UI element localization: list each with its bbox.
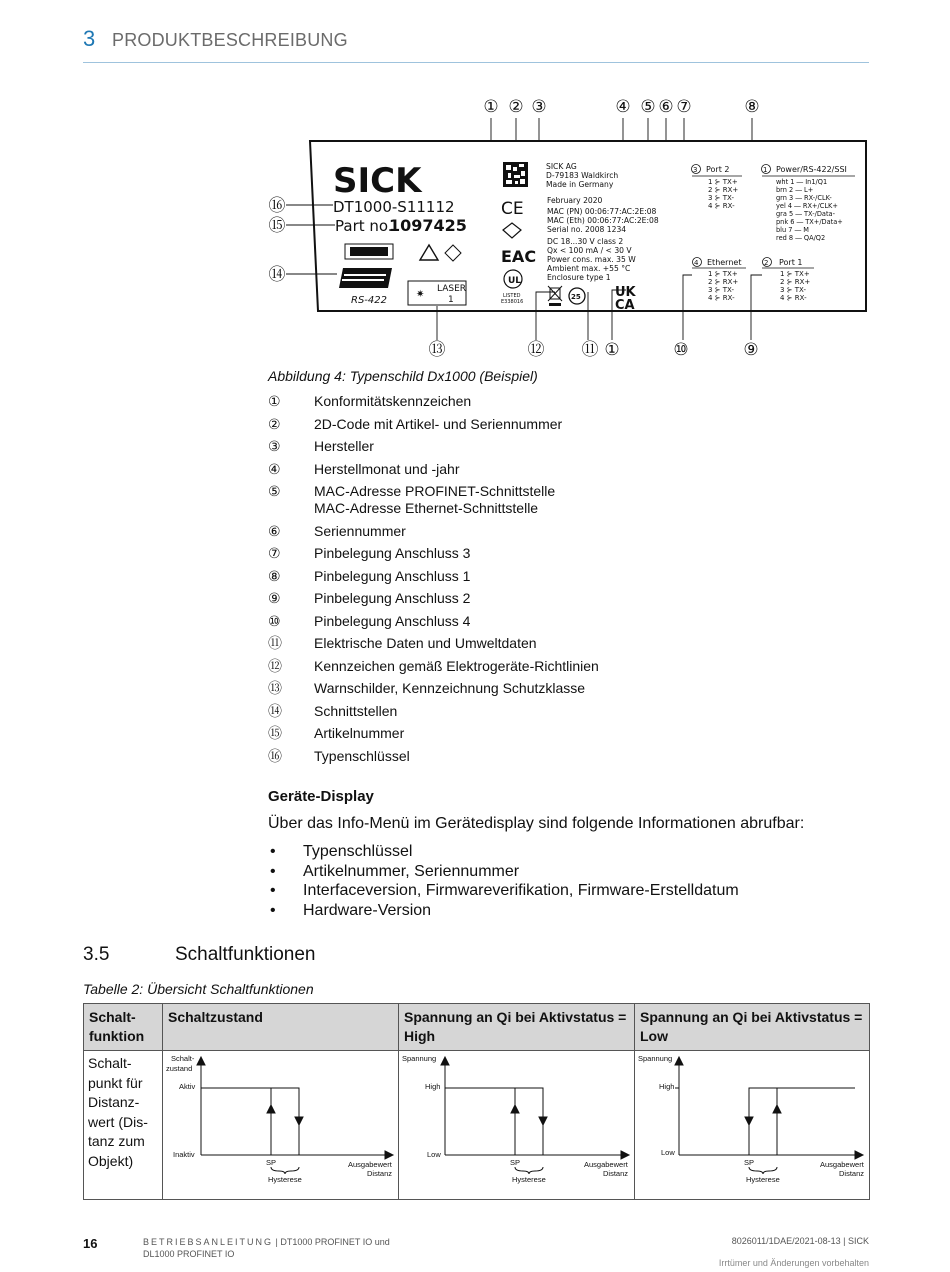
callout-top-8: ⑧ xyxy=(744,97,760,117)
diagram-1-xlabel-2: Distanz xyxy=(367,1169,393,1178)
legend-num: ⑬ xyxy=(268,680,282,696)
list-item: • Typenschlüssel xyxy=(268,842,739,862)
port2-pin-2: 2 ⊱ RX+ xyxy=(708,186,739,194)
ethernet-pin-1: 1 ⊱ TX+ xyxy=(708,270,738,278)
diagram-1-low-label: Inaktiv xyxy=(173,1150,195,1159)
legend-num: ③ xyxy=(268,438,281,454)
legend-num: ⑪ xyxy=(268,635,282,651)
callout-bottom-9: ⑨ xyxy=(743,340,759,360)
diagram-1-high-label: Aktiv xyxy=(179,1082,196,1091)
diagram-2-high-label: High xyxy=(425,1082,441,1091)
callout-top-2: ② xyxy=(508,97,524,117)
power-pin-4: yel 4 ― RX+/CLK+ xyxy=(776,202,838,210)
legend-item xyxy=(268,635,868,652)
legend-item xyxy=(268,393,868,410)
eac-mark-icon: EAC xyxy=(501,247,537,266)
legend-text-2: MAC-Adresse Ethernet-Schnittstelle xyxy=(314,500,539,516)
profinet-logo xyxy=(345,244,393,259)
switching-functions-table xyxy=(83,1003,870,1200)
port1-number: 2 xyxy=(764,259,769,267)
legend-text: Artikelnummer xyxy=(314,725,405,741)
ce-mark-icon: CE xyxy=(501,199,524,219)
legend-item xyxy=(268,613,868,630)
legend-text: Typenschlüssel xyxy=(314,747,410,764)
figure-caption: Abbildung 4: Typenschild Dx1000 (Beispiel) xyxy=(268,368,538,384)
legend-num: ⑯ xyxy=(268,747,282,764)
diagram-3-sp: SP xyxy=(744,1158,755,1167)
legend-text: Hersteller xyxy=(314,438,374,454)
callout-left-16: ⑯ xyxy=(268,196,286,216)
port2-pin-4: 4 ⊱ RX- xyxy=(708,202,735,210)
manufacturer-line-2: D-79183 Waldkirch xyxy=(546,171,619,180)
legend-num: ⑤ xyxy=(268,483,281,499)
legend-num: ⑩ xyxy=(268,612,281,629)
header-switch-function: Schalt-funktion xyxy=(84,1004,163,1051)
legend-num: ⑫ xyxy=(268,657,282,674)
figure-legend xyxy=(268,393,868,770)
diagram-1-sp: SP xyxy=(266,1158,277,1167)
list-item: • Hardware-Version xyxy=(268,901,739,921)
legend-item xyxy=(268,523,868,540)
laser-label: LASER xyxy=(437,284,467,294)
callout-top-1: ① xyxy=(483,97,499,117)
port1-pin-3: 3 ⊱ TX- xyxy=(780,286,807,294)
port2-pin-1: 1 ⊱ TX+ xyxy=(708,178,738,186)
diagram-active-low-cell xyxy=(635,1051,870,1200)
legend-item xyxy=(268,590,868,607)
legend-item xyxy=(268,483,868,517)
ukca-mark-line-2: CA xyxy=(615,298,635,313)
legend-text: Konformitätskennzeichen xyxy=(314,393,472,409)
table-row xyxy=(84,1051,870,1200)
diagram-active-high-cell xyxy=(399,1051,635,1200)
legend-text: Warnschilder, Kennzeichnung Schutzklasse xyxy=(314,680,586,696)
diagram-3-xlabel-1: Ausgabewert xyxy=(820,1160,864,1169)
callout-top-3: ③ xyxy=(531,97,547,117)
electrical-line-4: Ambient max. +55 °C xyxy=(547,264,631,273)
type-code: DT1000-S11112 xyxy=(333,198,455,216)
power-pin-2: brn 2 ― L+ xyxy=(776,186,814,194)
legend-num: ⑦ xyxy=(268,545,281,561)
callout-bottom-11: ⑪ xyxy=(581,340,599,360)
diagram-1-ylabel-2: zustand xyxy=(166,1064,193,1073)
ukca-mark-line-1: UK xyxy=(615,285,636,300)
footer-doc-title-2: DL1000 PROFINET IO xyxy=(143,1249,235,1259)
active-low-diagram xyxy=(635,1051,869,1193)
port1-pin-4: 4 ⊱ RX- xyxy=(780,294,807,302)
legend-num: ④ xyxy=(268,460,281,477)
legend-text: 2D-Code mit Artikel- und Seriennummer xyxy=(314,415,563,432)
weee-bin-icon xyxy=(548,286,562,301)
geraete-display-text: Über das Info-Menü im Gerätedisplay sind folgende Informationen abrufbar: xyxy=(268,815,805,832)
svg-text:25: 25 xyxy=(571,293,581,301)
chapter-number: 3 xyxy=(83,26,96,51)
ethernet-pin-2: 2 ⊱ RX+ xyxy=(708,278,739,286)
power-pin-8: red 8 ― QA/Q2 xyxy=(776,234,826,242)
ethernet-title: Ethernet xyxy=(707,258,742,267)
callout-bottom-12: ⑫ xyxy=(527,340,545,360)
legend-text: Kennzeichen gemäß Elektrogeräte-Richtlinien xyxy=(314,657,599,674)
ul-listed: LISTED xyxy=(503,293,521,299)
sick-logo: SICK xyxy=(333,161,422,201)
active-high-diagram xyxy=(399,1051,634,1193)
legend-text: Herstellmonat und -jahr xyxy=(314,460,460,477)
port1-pin-2: 2 ⊱ RX+ xyxy=(780,278,811,286)
mac-ethernet: MAC (Eth) 00:06:77:AC:2E:08 xyxy=(547,216,659,225)
diagram-3-xlabel-2: Distanz xyxy=(839,1169,865,1178)
callout-top-6: ⑥ xyxy=(658,97,674,117)
power-pin-3: grn 3 ― RX-/CLK- xyxy=(776,194,832,202)
legend-text: Elektrische Daten und Umweltdaten xyxy=(314,635,537,651)
diagram-2-sp: SP xyxy=(510,1158,521,1167)
ethernet-pin-3: 3 ⊱ TX- xyxy=(708,286,735,294)
list-item: • Artikelnummer, Seriennummer xyxy=(268,862,739,882)
table-caption: Tabelle 2: Übersicht Schaltfunktionen xyxy=(83,981,314,997)
diagram-2-hysteresis: Hysterese xyxy=(512,1175,546,1184)
part-prefix: Part no. xyxy=(335,217,393,235)
legend-num: ⑨ xyxy=(268,590,281,606)
info-list xyxy=(268,842,739,920)
legend-item xyxy=(268,568,868,585)
callout-top-5: ⑤ xyxy=(640,97,656,117)
legend-text: Pinbelegung Anschluss 2 xyxy=(314,590,471,606)
diagram-2-curve xyxy=(441,1057,629,1174)
diagram-3-curve xyxy=(675,1057,863,1174)
diagram-2-low-label: Low xyxy=(427,1150,441,1159)
diagram-1-xlabel-1: Ausgabewert xyxy=(348,1160,392,1169)
callout-bottom-13: ⑬ xyxy=(428,340,446,360)
rs422-label: RS-422 xyxy=(351,295,387,306)
ethernet-pin-4: 4 ⊱ RX- xyxy=(708,294,735,302)
footer-note: Irrtümer und Änderungen vorbehalten xyxy=(718,1258,869,1268)
legend-item xyxy=(268,416,868,433)
port2-pin-3: 3 ⊱ TX- xyxy=(708,194,735,202)
chapter-title: PRODUKTBESCHREIBUNG xyxy=(112,30,348,50)
diagram-1-curve xyxy=(197,1057,393,1174)
ul-number: E338016 xyxy=(501,299,524,305)
power-pin-1: wht 1 ― In1/Q1 xyxy=(776,178,828,186)
legend-num: ② xyxy=(268,415,281,432)
footer-doc-id: 8026011/1DAE/2021-08-13 | SICK xyxy=(731,1236,869,1246)
diagram-switch-state-cell xyxy=(163,1051,399,1200)
section-number: 3.5 xyxy=(83,944,110,965)
legend-text: Pinbelegung Anschluss 4 xyxy=(314,612,471,629)
diagram-2-ylabel: Spannung xyxy=(402,1054,437,1063)
diagram-2-xlabel-1: Ausgabewert xyxy=(584,1160,628,1169)
callout-bottom-10: ⑩ xyxy=(673,340,689,360)
power-pin-7: blu 7 ― M xyxy=(776,226,809,234)
legend-item xyxy=(268,748,868,765)
callout-left-15: ⑮ xyxy=(268,216,286,236)
port2-number: 3 xyxy=(693,166,698,174)
legend-num: ⑭ xyxy=(268,702,282,719)
port1-title: Port 1 xyxy=(779,258,803,267)
diagram-3-ylabel: Spannung xyxy=(638,1054,673,1063)
manufacturer-line-1: SICK AG xyxy=(546,162,577,171)
diagram-3-low-label: Low xyxy=(661,1148,675,1157)
legend-text: Schnittstellen xyxy=(314,702,398,719)
legend-text: Seriennummer xyxy=(314,522,406,539)
manufacturer-line-3: Made in Germany xyxy=(546,180,614,189)
footer-doc-type: BETRIEBSANLEITUNG xyxy=(143,1237,274,1247)
serial-number: Serial no. 2008 1234 xyxy=(547,225,627,234)
legend-text: Pinbelegung Anschluss 3 xyxy=(314,545,471,561)
list-item: • Interfaceversion, Firmwareverifikation, Firmware-Erstelldatum xyxy=(268,881,739,901)
port2-title: Port 2 xyxy=(706,165,730,174)
page-number: 16 xyxy=(83,1236,98,1251)
header-voltage-low: Spannung an Qi bei Aktivstatus = Low xyxy=(635,1004,870,1051)
legend-item xyxy=(268,725,868,742)
legend-num: ① xyxy=(268,393,281,409)
table-header-row xyxy=(84,1004,870,1051)
legend-item xyxy=(268,703,868,720)
callout-top-4: ④ xyxy=(615,97,631,117)
header-rule xyxy=(83,62,869,63)
geraete-display-heading: Geräte-Display xyxy=(268,788,374,805)
legend-item xyxy=(268,545,868,562)
legend-num: ⑧ xyxy=(268,567,281,584)
electrical-line-3: Power cons. max. 35 W xyxy=(547,255,636,264)
electrical-line-5: Enclosure type 1 xyxy=(547,273,611,282)
diagram-3-high-label: High xyxy=(659,1082,675,1091)
diagram-1-ylabel-1: Schalt- xyxy=(171,1054,195,1063)
electrical-line-1: DC 18...30 V class 2 xyxy=(547,237,624,246)
datamatrix-code-icon xyxy=(503,162,528,187)
diagram-2-xlabel-2: Distanz xyxy=(603,1169,629,1178)
legend-item xyxy=(268,438,868,455)
section-title: Schaltfunktionen xyxy=(175,944,316,965)
nameplate-figure xyxy=(265,90,875,362)
port1-pin-1: 1 ⊱ TX+ xyxy=(780,270,810,278)
laser-burst-icon: ✷ xyxy=(416,289,425,300)
legend-item xyxy=(268,658,868,675)
power-pin-5: gra 5 ― TX-/Data- xyxy=(776,210,835,218)
mac-profinet: MAC (PN) 00:06:77:AC:2E:08 xyxy=(547,207,657,216)
footer-document xyxy=(143,1236,390,1260)
electrical-line-2: Qx < 100 mA / < 30 V xyxy=(547,246,632,255)
diagram-3-hysteresis: Hysterese xyxy=(746,1175,780,1184)
callout-top-7: ⑦ xyxy=(676,97,692,117)
legend-text: MAC-Adresse PROFINET-Schnittstelle xyxy=(314,483,556,499)
row-label: Schalt-punkt für Distanz-wert (Dis-tanz zum Objekt) xyxy=(84,1051,163,1200)
footer-doc-title-1: | DT1000 PROFINET IO und xyxy=(275,1237,390,1247)
power-title: Power/RS-422/SSI xyxy=(776,165,847,174)
part-number: 1097425 xyxy=(389,216,467,235)
power-number: 1 xyxy=(763,166,768,174)
legend-num: ⑮ xyxy=(268,725,282,741)
legend-num: ⑥ xyxy=(268,522,281,539)
ethernet-number: 4 xyxy=(694,259,699,267)
callout-left-14: ⑭ xyxy=(268,265,286,285)
svg-text:UL: UL xyxy=(508,276,522,286)
header-switch-state: Schaltzustand xyxy=(163,1004,399,1051)
ssi-logo xyxy=(339,268,392,288)
switch-state-diagram xyxy=(163,1051,398,1193)
manufacture-date: February 2020 xyxy=(547,196,603,205)
callout-bottom-1: ① xyxy=(604,340,620,360)
legend-item xyxy=(268,461,868,478)
diagram-1-hysteresis: Hysterese xyxy=(268,1175,302,1184)
power-pin-6: pnk 6 ― TX+/Data+ xyxy=(776,218,843,226)
legend-item xyxy=(268,680,868,697)
legend-text: Pinbelegung Anschluss 1 xyxy=(314,567,471,584)
header-voltage-high: Spannung an Qi bei Aktivstatus = High xyxy=(399,1004,635,1051)
laser-class: 1 xyxy=(448,295,454,305)
